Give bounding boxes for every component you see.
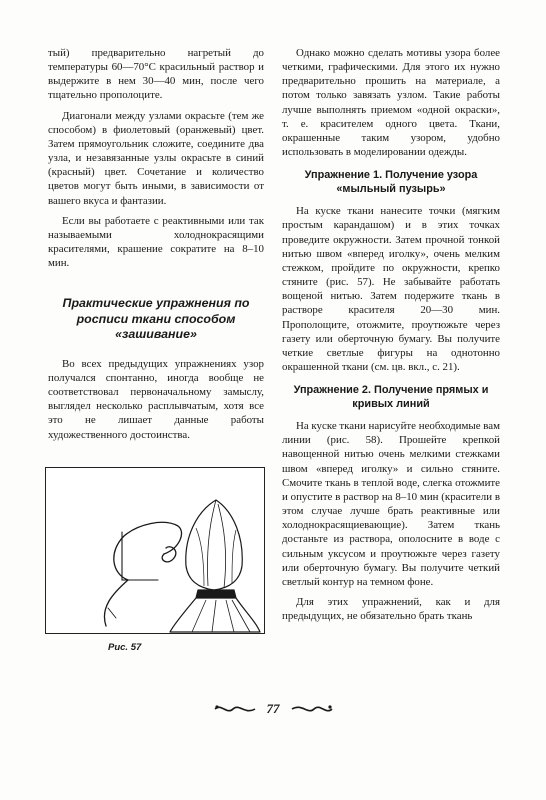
page-footer — [0, 700, 546, 718]
exercise-2-title: Упражнение 2. Получение прямых и кривых линий — [293, 384, 489, 410]
ornament-left-icon — [213, 703, 257, 715]
stitched-fabric-illustration — [46, 468, 264, 633]
exercise-1-text: На куске ткани нанесите точки (мягким простым карандашом) и в этих точках проведите окружности. Затем прочной тонкой нитью швом «вперед иголку», очень мелким стежком, пройдите по окружности, крепко стяните (рис. 57). Не забывайте работать вощеной нитью. Затем подержите ткань в растворе красителя 20—30 мин. Прополощите, отожмите, проутюжьте через газету или оберточную бумагу. Вы получите четкие светлые фигуры на однотонно окрашенной ткани (см. цв. вкл., с. 21). — [282, 205, 500, 373]
figure-caption: Рис. 57 — [108, 642, 142, 653]
ornament-right-icon — [290, 703, 334, 715]
figure-57 — [45, 467, 265, 634]
page-number: 77 — [266, 701, 280, 717]
right-column — [282, 46, 500, 623]
paragraph-intro: Однако можно сделать мотивы узора более четкими, графическими. Для этого их нужно предварительно прошить на материале, а потом только завязать узлом. Такие работы лучше выполнять приемом «одной окраски», т. е. красителем одного цвета. Ткани, окрашенные таким узором, удобно использовать в моделировании одежды. — [282, 47, 500, 159]
exercise-2-text: На куске ткани нарисуйте необходимые вам линии (рис. 58). Прошейте крепкой навощенной нитью очень мелкими стежками швом «вперед иголку» и сильно стяните. Смочите ткань в теплой воде, слегка отожмите и опустите в раствор на 8–10 мин (красители в этом случае лучше брать реактивные или холоднокрасящиевающие). Затем ткань достаньте из раствора, ополосните в воде с сильным уксусом и проутюжьте через газету или оберточную бумагу. Вы получите четкий светлый контур на темном фоне. — [282, 420, 500, 588]
section-title: Практические упражнения по росписи ткани способом «зашивание» — [62, 296, 250, 342]
paragraph-diagonals: Диагонали между узлами окрасьте (тем же способом) в фиолетовый (оранжевый) цвет. Затем прямоугольник сложите, соедините два узла, и незавязанные узлы окрасьте в синий (красный) цвет. Сочетание и количество цветов могут быть иными, в зависимости от вашего вкуса и фантазии. — [48, 109, 264, 207]
paragraph-continuation: тый) предварительно нагретый до температуры 60—70°С красильный раствор и выдержите в нем 30—40 мин, после чего тщательно прополоците. — [48, 47, 264, 102]
exercise-1-title: Упражнение 1. Получение узора «мыльный пузырь» — [304, 169, 478, 195]
paragraph-reactive-dyes: Если вы работаете с реактивными или так называемыми холоднокрасящими красителями, крашение сократите на 8–10 мин. — [48, 214, 264, 270]
paragraph-section-intro: Во всех предыдущих упражнениях узор получался спонтанно, иногда вообще не соответствовал первоначальному замыслу, выглядел несколько расплывчатым, хотя все это не лишает данные работы художественного достоинства. — [48, 357, 264, 441]
left-column — [48, 46, 264, 442]
paragraph-closing: Для этих упражнений, как и для предыдущих, не обязательно брать ткань — [282, 596, 500, 623]
